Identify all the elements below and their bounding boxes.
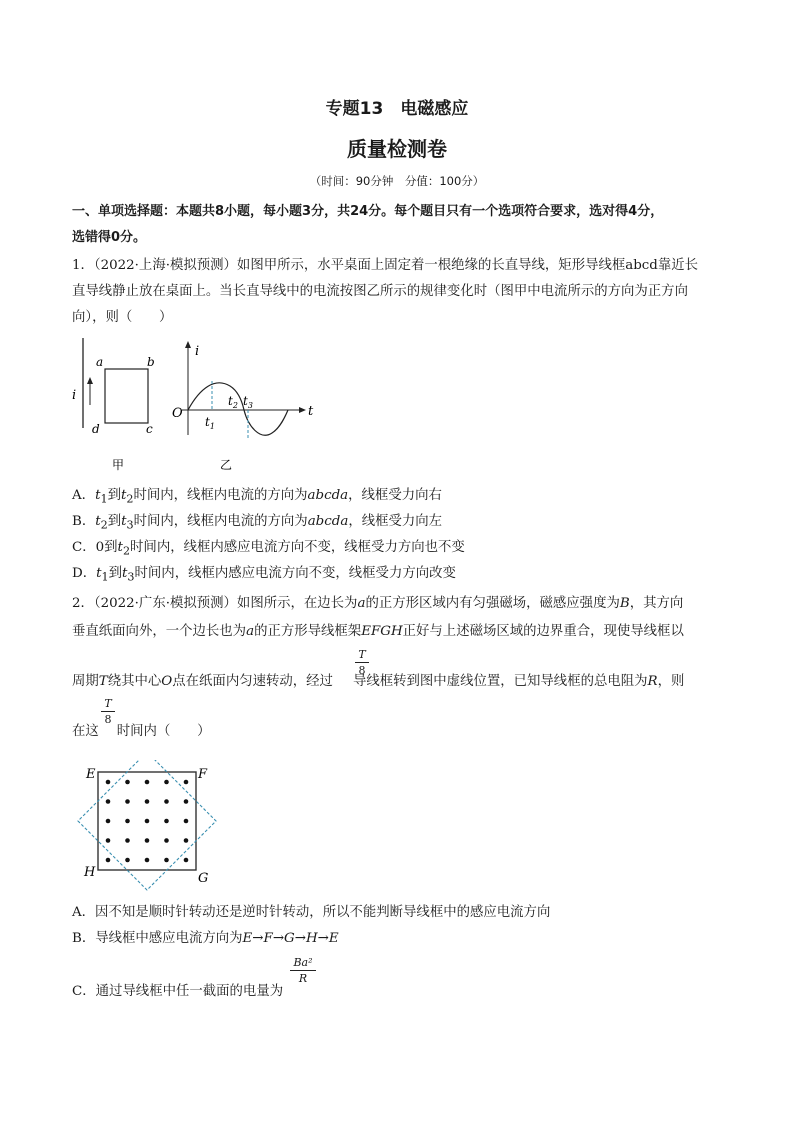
- rect-frame: [105, 369, 148, 423]
- q2-option-c[interactable]: C．通过导线框中任一截面的电量为: [72, 984, 284, 999]
- origin-label: O: [172, 406, 183, 421]
- label-H: H: [84, 865, 96, 880]
- q2-option-a[interactable]: A．因不知是顺时针转动还是逆时针转动，所以不能判断导线框中的感应电流方向: [72, 905, 551, 920]
- field-dot: [145, 838, 150, 843]
- field-dot: [184, 799, 189, 804]
- field-dot: [184, 838, 189, 843]
- q1-option-a[interactable]: A．$t_1$到$t_2$时间内，线框内电流的方向为abcda，线框受力向右: [72, 488, 442, 506]
- wire-current-label: i: [72, 388, 77, 403]
- i-axis-arrow-icon: [185, 341, 191, 348]
- field-dot: [106, 819, 111, 824]
- q2-stem-line3: 周期T绕其中心O点在纸面内匀速转动，经过 导线框转到图中虚线位置，已知导线框的总电阻为R，则: [72, 674, 685, 689]
- field-dot: [145, 799, 150, 804]
- field-dot: [145, 858, 150, 863]
- field-dot: [164, 799, 169, 804]
- section1-instructions-line2: 选错得0分。: [72, 230, 147, 245]
- corner-a: a: [96, 355, 104, 369]
- field-dot: [164, 819, 169, 824]
- t1-label: $t_1$: [205, 415, 215, 431]
- q2-stem-line4: 在这 时间内（ ）: [72, 724, 211, 739]
- section1-instructions-line1: 一、单项选择题：本题共8小题，每小题3分，共24分。每个题目只有一个选项符合要求，选对得4分，: [72, 204, 664, 219]
- field-dot: [125, 780, 130, 785]
- arrow-head-icon: [87, 377, 93, 384]
- field-dot: [184, 819, 189, 824]
- time-score-info: （时间：90分钟 分值：100分）: [309, 174, 485, 188]
- field-dot: [106, 799, 111, 804]
- q1-option-c[interactable]: C．0到$t_2$时间内，线框内感应电流方向不变，线框受力方向也不变: [72, 540, 465, 558]
- t-axis-arrow-icon: [299, 407, 306, 413]
- corner-d: d: [92, 422, 100, 436]
- field-dot: [184, 780, 189, 785]
- caption-yi: 乙: [220, 458, 233, 472]
- field-dot: [164, 780, 169, 785]
- field-dot: [164, 838, 169, 843]
- axis-t-label: t: [308, 404, 314, 419]
- q1-figure: [60, 333, 330, 473]
- field-dot: [125, 819, 130, 824]
- q1-option-d[interactable]: D．$t_1$到$t_3$时间内，线框内感应电流方向不变，线框受力方向改变: [72, 566, 456, 584]
- label-G: G: [198, 871, 209, 886]
- q1-option-b[interactable]: B．$t_2$到$t_3$时间内，线框内电流的方向为abcda，线框受力向左: [72, 514, 443, 532]
- q2-figure: [70, 760, 230, 896]
- caption-jia: 甲: [112, 458, 125, 472]
- t2-label: $t_2$: [228, 394, 238, 410]
- q1-stem-line2: 直导线静止放在桌面上。当长直导线中的电流按图乙所示的规律变化时（图甲中电流所示的方向为正方向: [72, 284, 688, 299]
- field-dot: [125, 838, 130, 843]
- field-dot: [106, 780, 111, 785]
- field-dot: [106, 838, 111, 843]
- field-dot: [145, 780, 150, 785]
- field-dot: [184, 858, 189, 863]
- q1-stem-line1: 1．（2022·上海·模拟预测）如图甲所示，水平桌面上固定着一根绝缘的长直导线，矩形导线框abcd靠近长: [72, 258, 699, 273]
- field-dot: [164, 858, 169, 863]
- field-dot: [106, 858, 111, 863]
- field-dots: [106, 780, 189, 863]
- q2-stem-line2: 垂直纸面向外，一个边长也为a的正方形导线框架EFGH正好与上述磁场区域的边界重合，现使导线框以: [72, 624, 684, 639]
- current-curve: [188, 383, 288, 435]
- t3-label: $t_3$: [243, 394, 253, 410]
- q1-stem-line3: 向），则（ ）: [72, 310, 173, 325]
- q2-stem-line1: 2．（2022·广东·模拟预测）如图所示，在边长为a的正方形区域内有匀强磁场，磁感应强度为B，其方向: [72, 596, 684, 611]
- topic-title: 专题13 电磁感应: [325, 99, 469, 119]
- field-dot: [145, 819, 150, 824]
- q2-option-c-fraction: Ba² R: [290, 956, 316, 985]
- corner-b: b: [147, 355, 155, 369]
- field-dot: [125, 799, 130, 804]
- axis-i-label: i: [195, 344, 200, 359]
- q2-fraction-t8-2: T 8: [101, 697, 115, 726]
- label-E: E: [86, 767, 96, 782]
- q2-option-b[interactable]: B．导线框中感应电流方向为E→F→G→H→E: [72, 931, 339, 946]
- corner-c: c: [146, 422, 153, 436]
- field-dot: [125, 858, 130, 863]
- q2-fraction-t8: T 8: [355, 648, 369, 677]
- label-F: F: [198, 767, 208, 782]
- exam-title: 质量检测卷: [347, 137, 447, 161]
